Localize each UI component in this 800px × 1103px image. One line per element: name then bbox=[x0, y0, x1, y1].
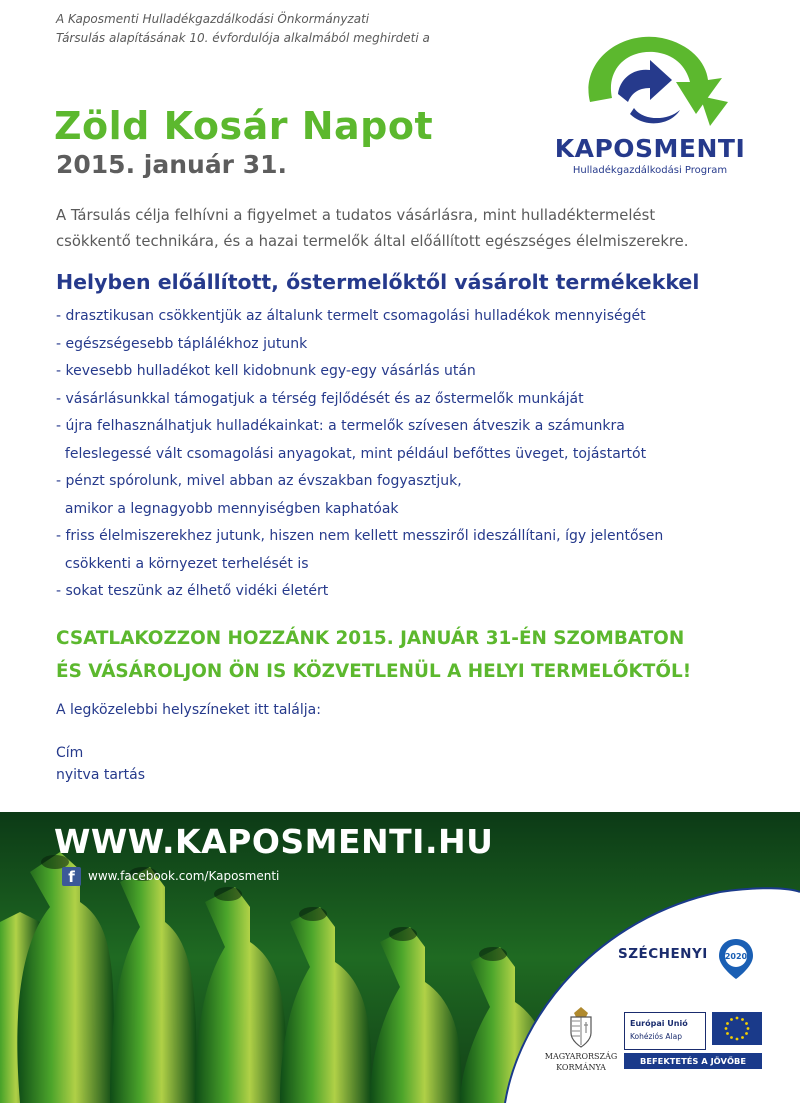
list-item: - újra felhasználhatjuk hulladékainkat: a termelők szívesen átveszik a számunkra bbox=[56, 418, 625, 434]
government-line-1: MAGYARORSZÁG bbox=[544, 1052, 618, 1061]
lead-line-1: A Társulás célja felhívni a figyelmet a tudatos vásárlásra, mint hulladéktermelést bbox=[56, 207, 656, 224]
recycle-arrows-icon bbox=[550, 22, 750, 134]
benefits-heading: Helyben előállított, őstermelőktől vásárolt termékekkel bbox=[56, 270, 700, 294]
website-url[interactable]: WWW.KAPOSMENTI.HU bbox=[54, 822, 494, 861]
eu-flag-icon bbox=[712, 1012, 762, 1045]
eu-cohesion-fund-box bbox=[624, 1012, 706, 1050]
list-item: amikor a legnagyobb mennyiségben kaphatóak bbox=[56, 500, 399, 517]
cta-line-2: ÉS VÁSÁROLJON ÖN IS KÖZVETLENÜL A HELYI TERMELŐKTŐL! bbox=[56, 661, 692, 682]
eu-label: Európai Unió bbox=[630, 1019, 688, 1028]
kaposmenti-logo bbox=[550, 22, 750, 182]
list-item: - vásárlásunkkal támogatjuk a térség fejlődését és az őstermelők munkáját bbox=[56, 390, 584, 407]
lead-paragraph bbox=[56, 203, 756, 255]
page-title: Zöld Kosár Napot bbox=[54, 104, 434, 148]
szechenyi-year: 2020 bbox=[724, 952, 748, 961]
coat-of-arms-icon bbox=[566, 1005, 596, 1049]
address-block bbox=[56, 742, 145, 786]
event-date: 2015. január 31. bbox=[56, 150, 288, 179]
benefits-list bbox=[56, 303, 776, 606]
szechenyi-2020-pin-icon bbox=[716, 937, 756, 981]
opening-hours-label: nyitva tartás bbox=[56, 767, 146, 783]
intro-line-1: A Kaposmenti Hulladékgazdálkodási Önkormányzati bbox=[56, 12, 370, 26]
call-to-action bbox=[56, 622, 776, 688]
facebook-url[interactable]: www.facebook.com/Kaposmenti bbox=[88, 869, 280, 883]
intro-line-2: Társulás alapításának 10. évfordulója alkalmából meghirdeti a bbox=[56, 31, 430, 45]
list-item: - sokat teszünk az élhető vidéki életért bbox=[56, 583, 329, 599]
investment-banner: BEFEKTETÉS A JÖVŐBE bbox=[624, 1053, 762, 1069]
facebook-icon: f bbox=[62, 867, 81, 886]
government-line-2: KORMÁNYA bbox=[556, 1063, 606, 1072]
logo-subtitle: Hulladékgazdálkodási Program bbox=[572, 165, 728, 176]
list-item: - drasztikusan csökkentjük az általunk termelt csomagolási hulladékok mennyiségét bbox=[56, 308, 646, 324]
list-item: - pénzt spórolunk, mivel abban az évszakban fogyasztjuk, bbox=[56, 473, 462, 489]
cohesion-fund-label: Kohéziós Alap bbox=[630, 1032, 682, 1041]
lead-line-2: csökkentő technikára, és a hazai termelők által előállított egészséges élelmiszerekre. bbox=[56, 233, 689, 250]
logo-title: KAPOSMENTI bbox=[554, 134, 746, 163]
list-item: - egészségesebb táplálékhoz jutunk bbox=[56, 335, 308, 352]
nearest-locations-text: A legközelebbi helyszíneket itt találja: bbox=[56, 702, 321, 718]
government-label bbox=[539, 1051, 623, 1073]
list-item: csökkenti a környezet terhelését is bbox=[56, 555, 309, 572]
list-item: - friss élelmiszerekhez jutunk, hiszen nem kellett messziről ideszállítani, így jelentősen bbox=[56, 528, 664, 544]
szechenyi-label: SZÉCHENYI bbox=[618, 946, 708, 962]
cta-line-1: CSATLAKOZZON HOZZÁNK 2015. JANUÁR 31-ÉN SZOMBATON bbox=[56, 628, 685, 649]
address-label: Cím bbox=[56, 745, 84, 761]
list-item: - kevesebb hulladékot kell kidobnunk egy-egy vásárlás után bbox=[56, 363, 476, 379]
intro-text bbox=[56, 10, 496, 48]
list-item: feleslegessé vált csomagolási anyagokat, mint például befőttes üveget, tojástartót bbox=[56, 445, 647, 462]
